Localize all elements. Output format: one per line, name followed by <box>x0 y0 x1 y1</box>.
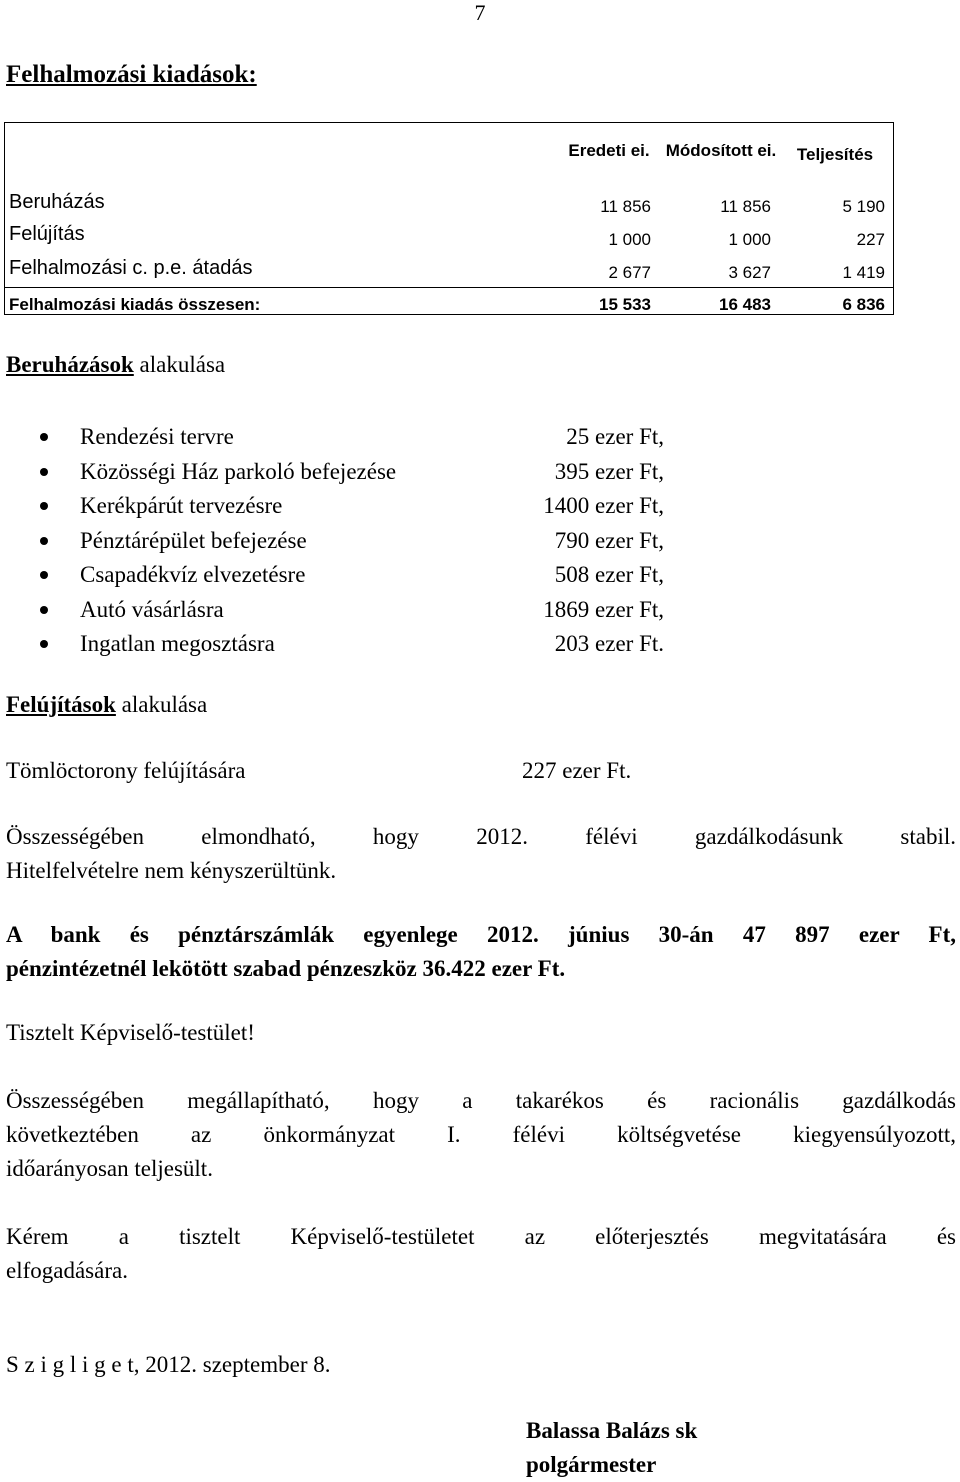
row-modositott: 3 627 <box>728 263 771 282</box>
item-amount: 790 ezer Ft, <box>554 527 664 553</box>
total-eredeti: 15 533 <box>599 295 651 314</box>
conclusion-line: időarányosan teljesült. <box>6 1156 213 1181</box>
request-paragraph <box>6 1220 956 1288</box>
total-modositott: 16 483 <box>719 295 771 314</box>
list-item <box>40 558 680 593</box>
list-item <box>40 593 680 628</box>
item-amount: 203 ezer Ft. <box>554 631 664 656</box>
row-label: Beruházás <box>9 191 105 213</box>
row-teljesites: 227 <box>856 230 885 249</box>
beruhazasok-heading <box>6 352 225 378</box>
felujitasok-heading <box>6 692 207 718</box>
conclusion-paragraph <box>6 1084 956 1186</box>
summary-line: Hitelfelvételre nem kényszerültünk. <box>6 858 337 883</box>
total-teljesites: 6 836 <box>842 295 885 314</box>
signature <box>526 1414 697 1482</box>
salutation: Tisztelt Képviselő-testület! <box>6 1020 255 1045</box>
item-label: Ingatlan megosztásra <box>80 631 275 656</box>
row-eredeti: 1 000 <box>608 230 651 249</box>
list-item <box>40 627 680 662</box>
row-label: Felújítás <box>9 223 85 245</box>
list-item <box>40 524 680 559</box>
conclusion-line: következtében az önkormányzat I. félévi költségvetése kiegyensúlyozott, <box>6 1122 956 1147</box>
expenditure-table <box>4 122 894 315</box>
request-line: Kérem a tisztelt Képviselő-testületet az előterjesztés megvitatására és <box>6 1224 956 1249</box>
list-item <box>40 489 680 524</box>
conclusion-line: Összességében megállapítható, hogy a takarékos és racionális gazdálkodás <box>6 1088 956 1113</box>
section-title: Felhalmozási kiadások: <box>6 61 257 88</box>
item-amount: 395 ezer Ft, <box>554 458 664 484</box>
row-modositott: 1 000 <box>728 230 771 249</box>
row-eredeti: 2 677 <box>608 263 651 282</box>
header-teljesites: Teljesítés <box>796 145 874 164</box>
item-amount: 1400 ezer Ft, <box>543 493 664 518</box>
felujitas-item-label: Tömlöctorony felújítására <box>6 758 246 783</box>
total-label: Felhalmozási kiadás összesen: <box>9 295 261 314</box>
table-divider <box>5 287 893 288</box>
place-date: S z i g l i g e t, 2012. szeptember 8. <box>6 1352 331 1377</box>
beruhazasok-heading-underlined: Beruházások <box>6 352 134 377</box>
felujitasok-heading-rest: alakulása <box>115 692 208 717</box>
felujitasok-heading-underlined: Felújítások <box>6 692 116 717</box>
bullet-icon <box>40 537 48 545</box>
row-label: Felhalmozási c. p.e. átadás <box>9 257 253 279</box>
bank-line: A bank és pénztárszámlák egyenlege 2012. június 30-án 47 897 ezer Ft, <box>6 922 956 947</box>
felujitas-item-amount: 227 ezer Ft. <box>522 758 632 783</box>
row-teljesites: 1 419 <box>842 263 885 282</box>
header-eredeti: Eredeti ei. <box>568 141 650 160</box>
item-label: Csapadékvíz elvezetésre <box>80 562 306 587</box>
page-number: 7 <box>474 0 486 25</box>
bullet-icon <box>40 433 48 441</box>
item-label: Közösségi Ház parkoló befejezése <box>80 458 397 484</box>
bullet-icon <box>40 640 48 648</box>
summary-paragraph <box>6 820 956 888</box>
item-amount: 1869 ezer Ft, <box>543 596 664 622</box>
bank-paragraph <box>6 918 956 986</box>
beruhazasok-heading-rest: alakulása <box>133 352 226 377</box>
signature-title: polgármester <box>526 1452 657 1477</box>
summary-line: Összességében elmondható, hogy 2012. félévi gazdálkodásunk stabil. <box>6 824 956 849</box>
item-amount: 508 ezer Ft, <box>554 562 664 587</box>
bullet-icon <box>40 606 48 614</box>
item-label: Kerékpárút tervezésre <box>80 493 283 518</box>
item-amount: 25 ezer Ft, <box>566 424 664 449</box>
bullet-icon <box>40 571 48 579</box>
item-label: Autó vásárlásra <box>80 596 224 622</box>
row-teljesites: 5 190 <box>842 197 885 216</box>
list-item <box>40 420 680 455</box>
bullet-icon <box>40 502 48 510</box>
item-label: Pénztárépület befejezése <box>80 527 307 553</box>
bullet-icon <box>40 468 48 476</box>
request-line: elfogadására. <box>6 1258 128 1283</box>
row-modositott: 11 856 <box>720 197 771 216</box>
header-modositott: Módosított ei. <box>665 141 777 160</box>
list-item <box>40 455 680 490</box>
row-eredeti: 11 856 <box>600 197 651 216</box>
item-label: Rendezési tervre <box>80 424 234 449</box>
bank-line: pénzintézetnél lekötött szabad pénzeszköz 36.422 ezer Ft. <box>6 956 566 981</box>
beruhazasok-list <box>40 420 680 662</box>
signature-name: Balassa Balázs sk <box>526 1418 698 1443</box>
